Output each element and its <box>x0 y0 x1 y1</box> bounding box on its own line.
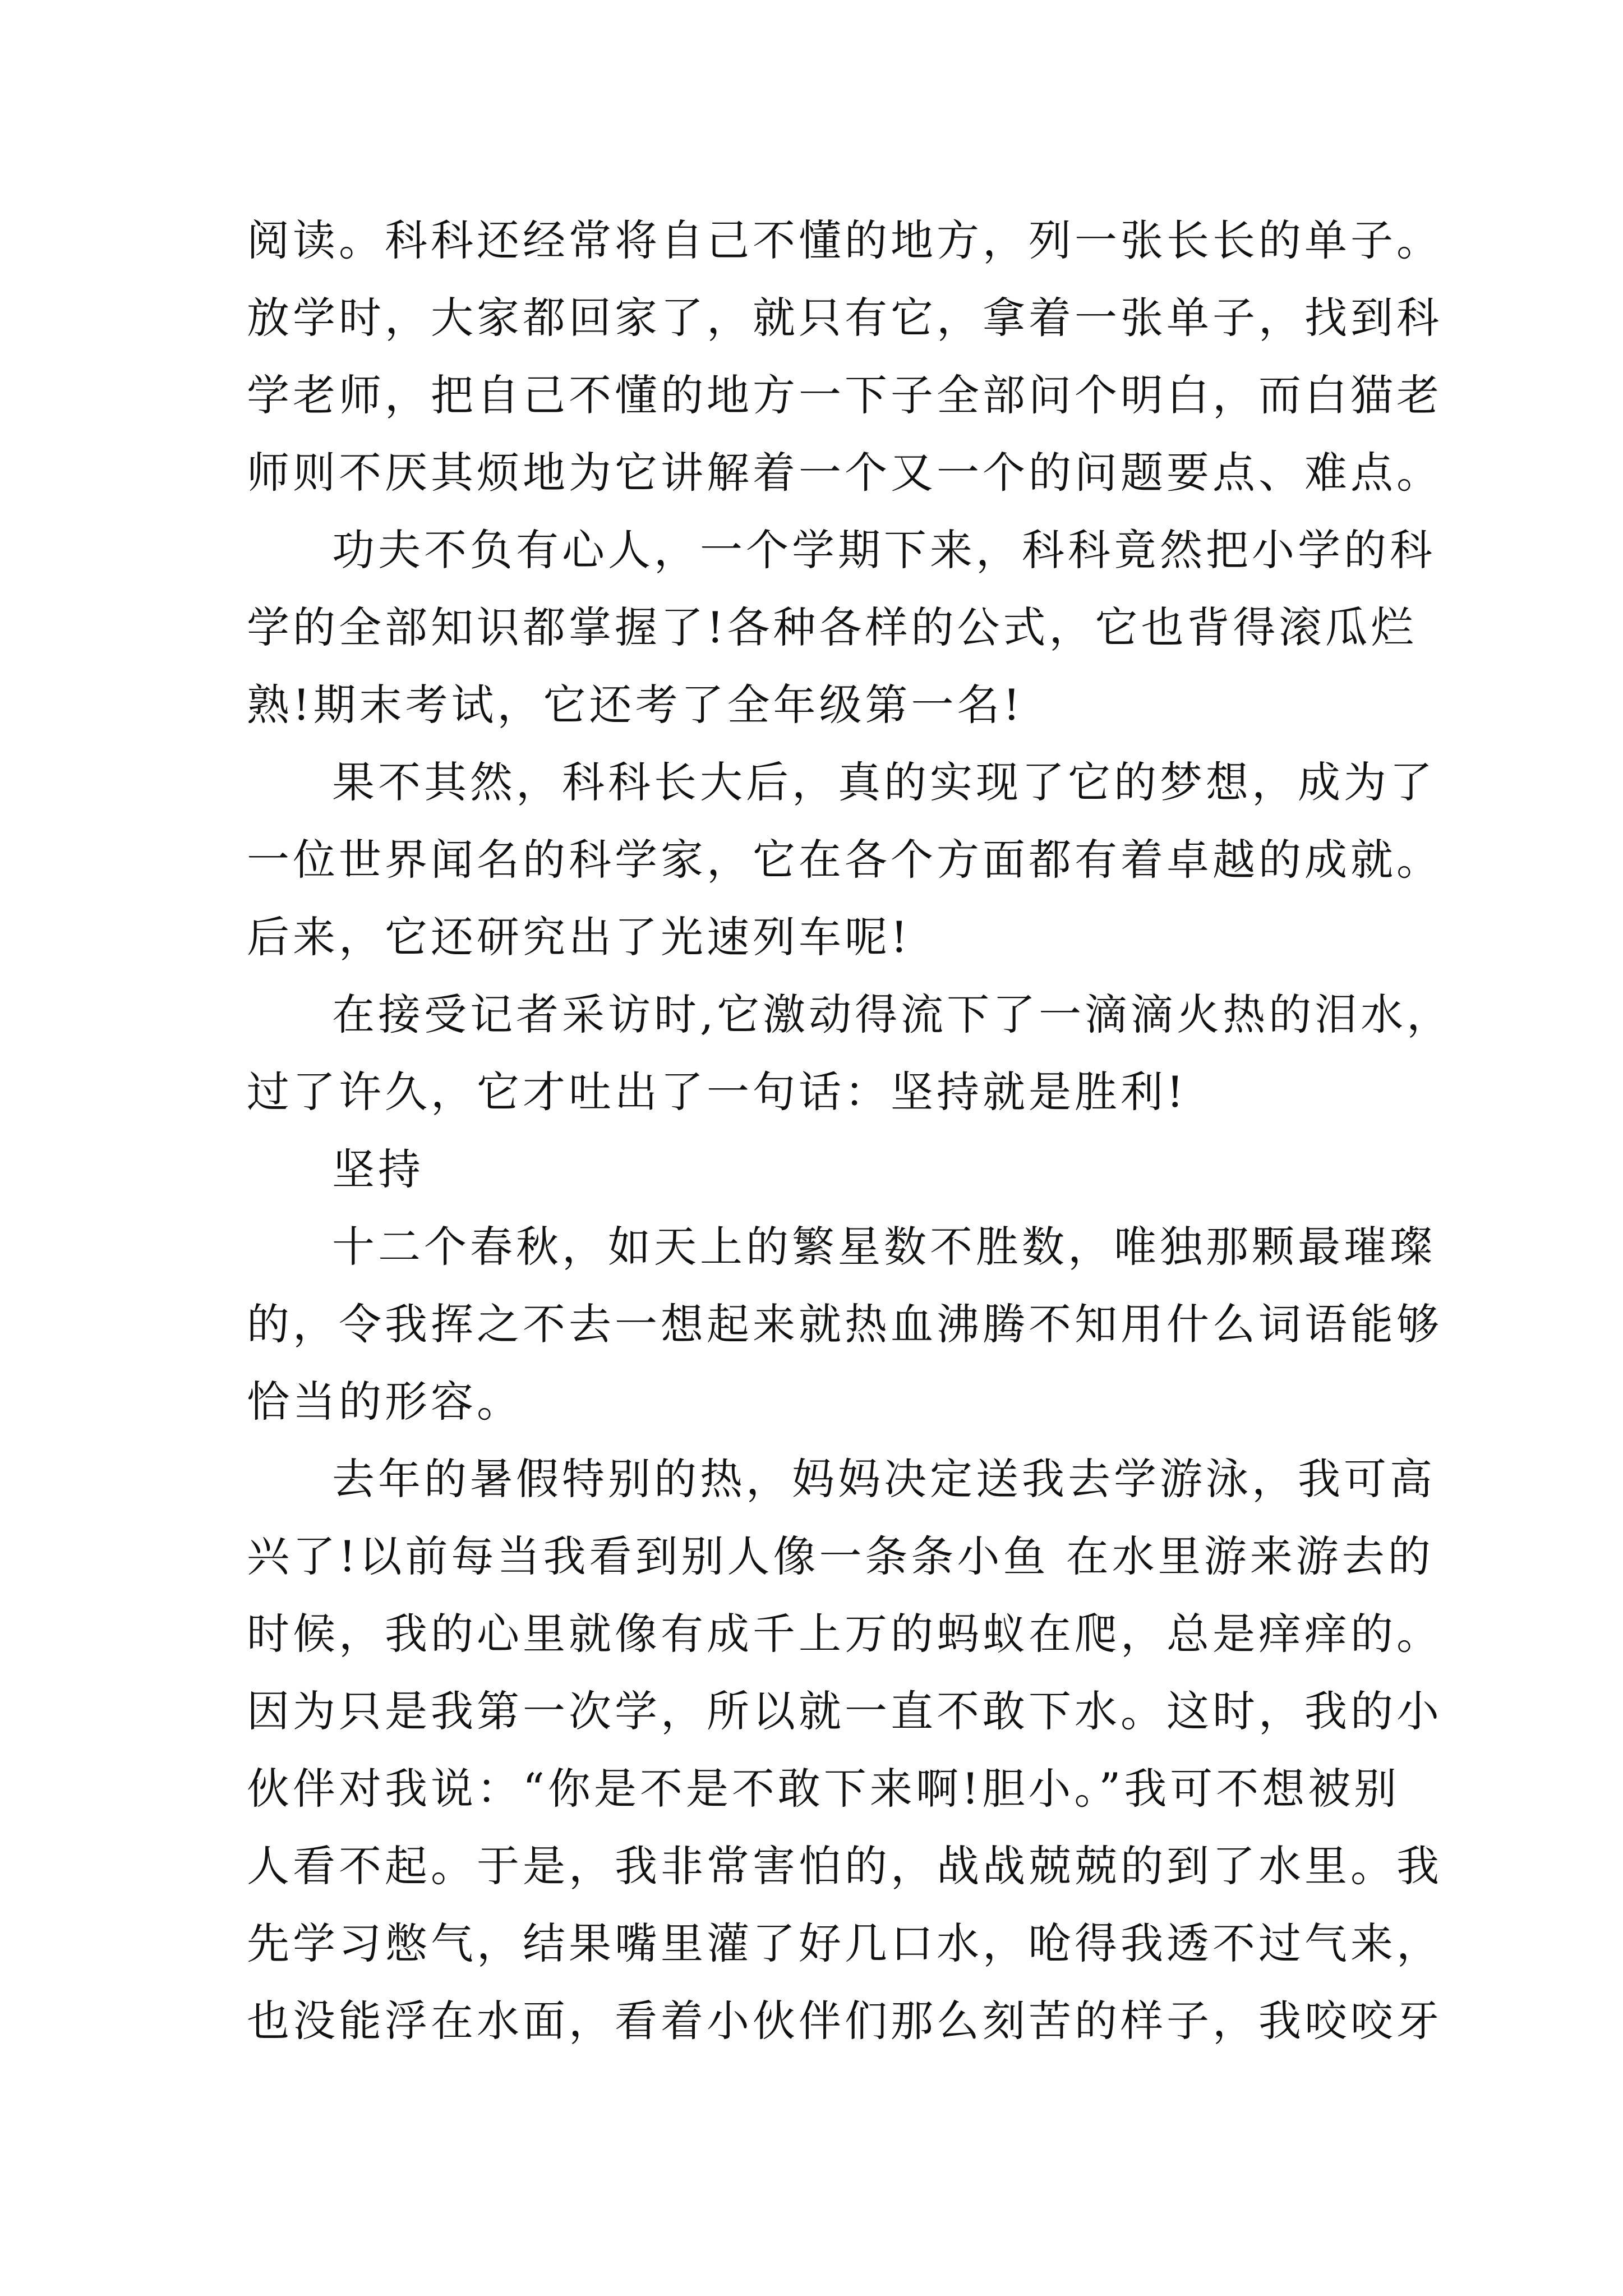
text-line: 时候，我的心里就像有成千上万的蚂蚁在爬，总是痒痒的。 <box>247 1609 1442 1659</box>
text-line: 学的全部知识都掌握了!各种各样的公式，它也背得滚瓜烂 <box>247 602 1417 652</box>
text-line: 去年的暑假特别的热，妈妈决定送我去学游泳，我可高 <box>332 1454 1436 1504</box>
text-line: 兴了!以前每当我看到别人像一条条小鱼 在水里游来游去的 <box>247 1531 1434 1581</box>
text-line: 师则不厌其烦地为它讲解着一个又一个的问题要点、难点。 <box>247 448 1442 498</box>
text-line: 功夫不负有心人，一个学期下来，科科竟然把小学的科 <box>332 525 1436 575</box>
text-line: 十二个春秋，如天上的繁星数不胜数，唯独那颗最璀璨 <box>332 1222 1436 1272</box>
text-line: 坚持 <box>332 1144 424 1194</box>
text-line: 放学时，大家都回家了，就只有它，拿着一张单子，找到科 <box>247 293 1442 343</box>
text-line: 果不其然，科科长大后，真的实现了它的梦想，成为了 <box>332 757 1436 807</box>
text-line: 的，令我挥之不去一想起来就热血沸腾不知用什么词语能够 <box>247 1299 1442 1349</box>
text-line: 学老师，把自己不懂的地方一下子全部问个明白，而白猫老 <box>247 370 1442 420</box>
text-line: 人看不起。于是，我非常害怕的，战战兢兢的到了水里。我 <box>247 1841 1442 1891</box>
text-line: 阅读。科科还经常将自己不懂的地方，列一张长长的单子。 <box>247 215 1442 265</box>
text-line: 后来，它还研究出了光速列车呢! <box>247 912 911 962</box>
text-line: 因为只是我第一次学，所以就一直不敢下水。这时，我的小 <box>247 1686 1442 1736</box>
text-line: 在接受记者采访时,它激动得流下了一滴滴火热的泪水， <box>332 990 1453 1039</box>
text-line: 先学习憋气，结果嘴里灌了好几口水，呛得我透不过气来， <box>247 1918 1442 1968</box>
text-line: 熟!期末考试，它还考了全年级第一名! <box>247 680 1024 730</box>
text-line: 恰当的形容。 <box>247 1377 523 1427</box>
document-body <box>247 202 1453 2060</box>
text-line: 也没能浮在水面，看着小伙伴们那么刻苦的样子，我咬咬牙 <box>247 1996 1442 2046</box>
text-line: 过了许久，它才吐出了一句话：坚持就是胜利! <box>247 1067 1187 1117</box>
text-line: 一位世界闻名的科学家，它在各个方面都有着卓越的成就。 <box>247 835 1442 885</box>
text-line: 伙伴对我说：“你是不是不敢下来啊!胆小。”我可不想被别 <box>247 1764 1400 1814</box>
